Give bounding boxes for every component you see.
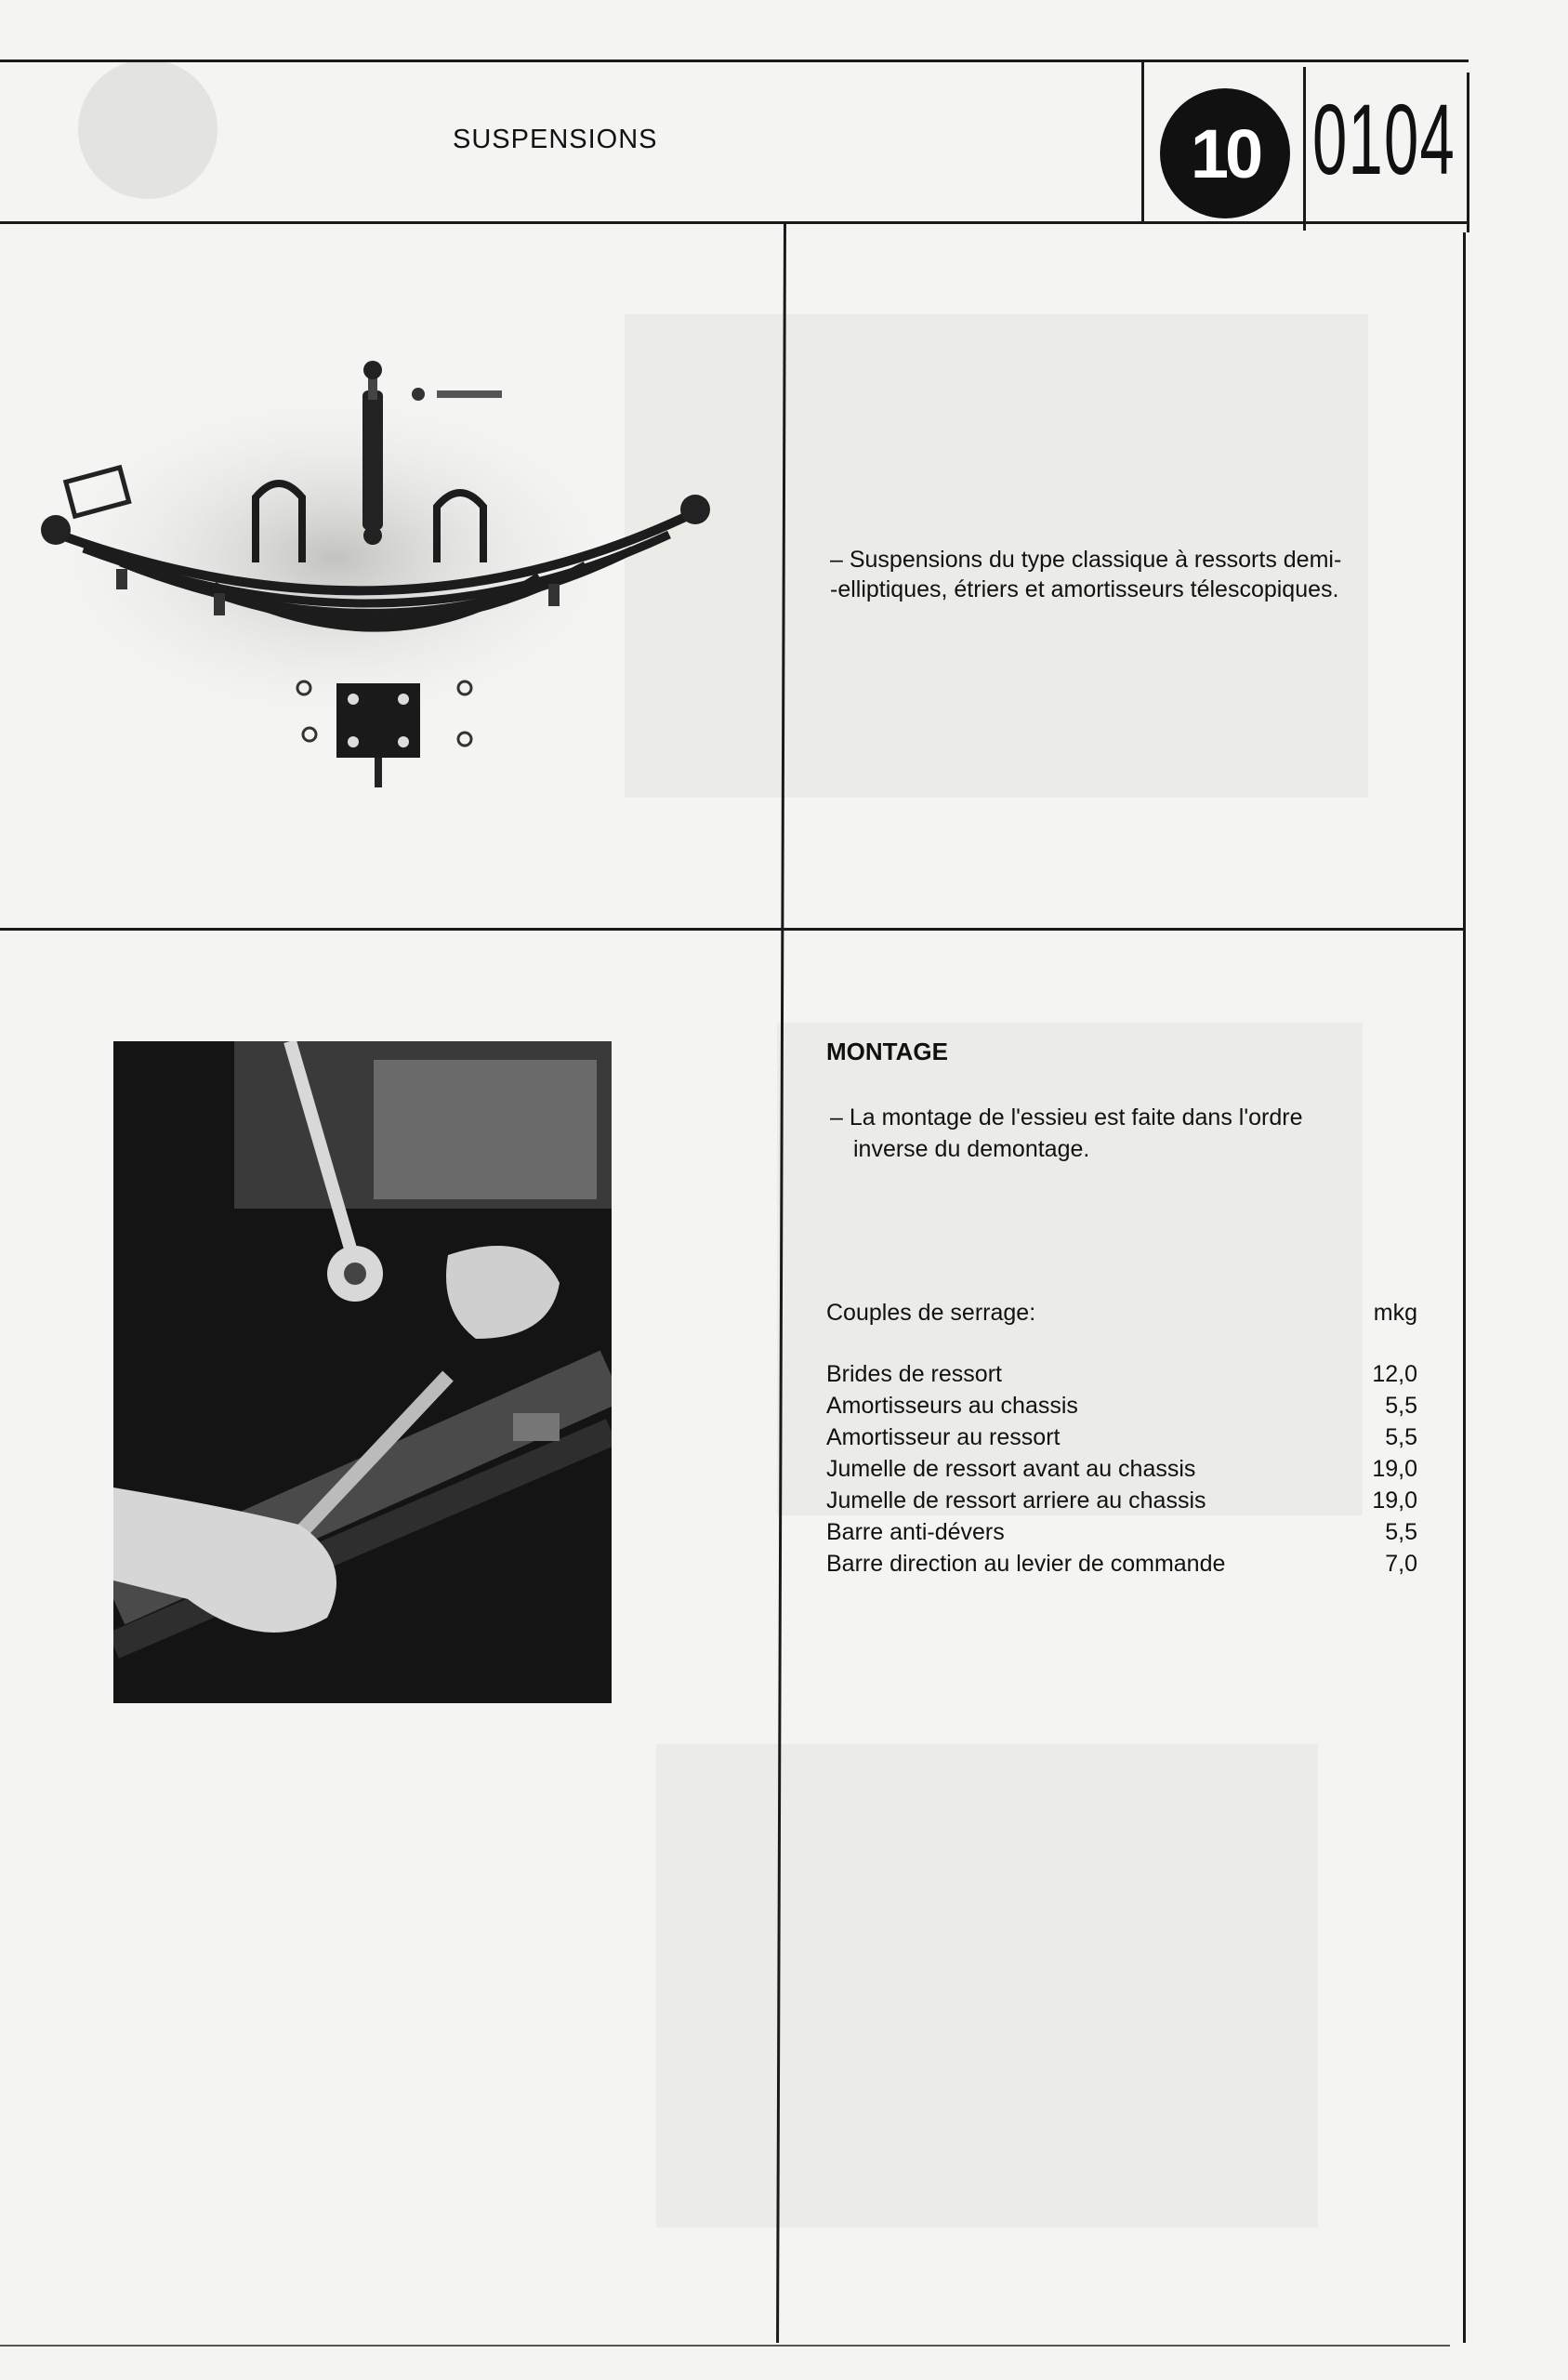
torque-item-name: Barre direction au levier de commande — [826, 1551, 1226, 1577]
torque-label: Couples de serrage: — [826, 1300, 1036, 1326]
torque-item-value: 19,0 — [1372, 1456, 1417, 1482]
spring-plate — [336, 683, 420, 758]
torque-item-name: Amortisseurs au chassis — [826, 1393, 1078, 1419]
nut — [412, 388, 425, 401]
spring-eye-right — [680, 495, 710, 524]
right-column-rule — [1463, 232, 1466, 2343]
torque-item-value: 7,0 — [1385, 1551, 1417, 1577]
spring-clip-middle — [214, 593, 225, 615]
torque-row — [826, 1453, 1417, 1485]
torque-row — [826, 1358, 1417, 1390]
loose-nut — [458, 733, 471, 746]
torque-row — [826, 1421, 1417, 1453]
plate-hole — [398, 736, 409, 747]
spring-clip-left — [116, 569, 127, 589]
shock-absorber-eye-bottom — [363, 526, 382, 545]
torque-item-name: Jumelle de ressort arriere au chassis — [826, 1488, 1206, 1514]
mounting-bolt — [437, 390, 502, 398]
chapter-number-badge: 10 — [1160, 88, 1290, 218]
header-bottom-rule — [0, 221, 1469, 224]
header-divider-right — [1303, 67, 1306, 231]
torque-wrench-photo-content — [113, 1041, 612, 1703]
torque-item-name: Amortisseur au ressort — [826, 1424, 1061, 1450]
plate-hole — [348, 694, 359, 705]
page-code: 0104 — [1312, 83, 1456, 195]
torque-item-value: 12,0 — [1372, 1361, 1417, 1387]
torque-row — [826, 1516, 1417, 1548]
page-bottom-rule — [0, 2345, 1450, 2347]
center-bolt — [375, 758, 382, 787]
torque-item-value: 5,5 — [1385, 1519, 1417, 1545]
bolt-head — [344, 1263, 366, 1285]
torque-item-name: Jumelle de ressort avant au chassis — [826, 1456, 1196, 1482]
torque-row — [826, 1548, 1417, 1580]
torque-item-name: Barre anti-dévers — [826, 1519, 1005, 1545]
torque-item-value: 19,0 — [1372, 1488, 1417, 1514]
torque-row — [826, 1390, 1417, 1421]
spring-clamp — [513, 1413, 560, 1441]
torque-table — [826, 1300, 1417, 1580]
spring-clip-right — [548, 584, 560, 606]
page-title: SUSPENSIONS — [453, 125, 658, 154]
torque-table-header — [826, 1300, 1417, 1327]
torque-wrench-photo — [113, 1041, 612, 1703]
montage-heading: MONTAGE — [826, 1038, 948, 1065]
leaf-spring-assembly-illustration — [28, 353, 753, 800]
ghost-logo — [78, 60, 217, 199]
section-divider-rule — [0, 928, 1465, 931]
montage-instruction-line2: inverse du demontage. — [853, 1136, 1090, 1162]
ghost-photo-bottom — [656, 1744, 1318, 2228]
suspension-description: – Suspensions du type classique à ressorts demi- -elliptiques, étriers et amortisseurs télescopiques. — [830, 547, 1342, 602]
plate-hole — [398, 694, 409, 705]
shock-absorber-body — [362, 390, 383, 530]
plate-hole — [348, 736, 359, 747]
shock-absorber-eye-top — [363, 361, 382, 379]
header-divider-left — [1141, 60, 1144, 223]
torque-row — [826, 1485, 1417, 1516]
header-top-rule — [0, 60, 1469, 62]
spring-eye-left — [41, 515, 71, 545]
torque-item-value: 5,5 — [1385, 1424, 1417, 1450]
header-right-edge — [1467, 73, 1469, 232]
montage-instruction-line1: – La montage de l'essieu est faite dans l'ordre — [830, 1104, 1303, 1130]
torque-unit: mkg — [1373, 1300, 1417, 1326]
chassis-wall-light — [374, 1060, 597, 1199]
torque-item-name: Brides de ressort — [826, 1361, 1002, 1387]
torque-item-value: 5,5 — [1385, 1393, 1417, 1419]
